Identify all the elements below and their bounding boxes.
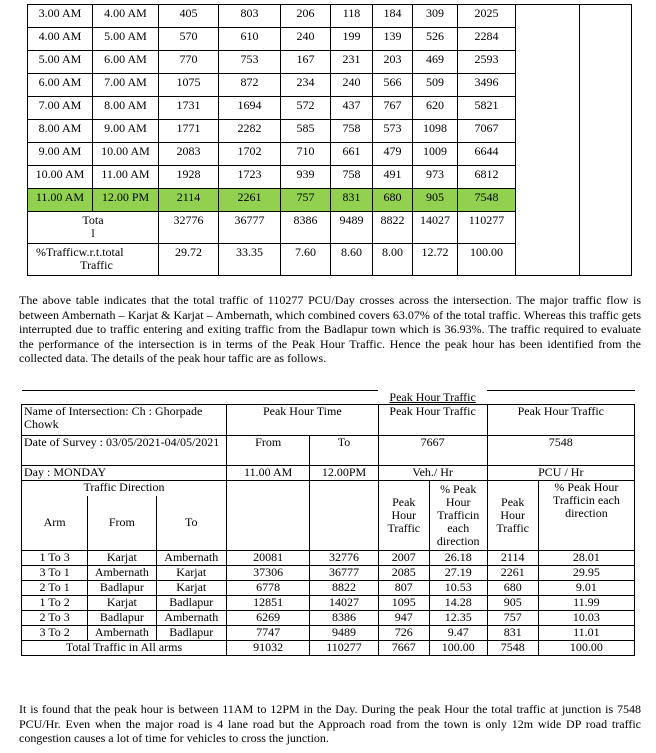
hourly-cell: 5821: [458, 97, 516, 120]
peak-cell: 2085: [378, 566, 429, 581]
hourly-cell: 566: [373, 74, 413, 97]
hourly-cell: 758: [331, 120, 373, 143]
hourly-row: [28, 166, 632, 189]
empty-cell: [580, 28, 632, 51]
paragraph-traffic-summary: The above table indicates that the total traffic of 110277 PCU/Day crosses across the intersection. The major traffic flow is between Ambernath – Karjat & Karjat – Ambernath, which combined covers 63.07% of the total traffic. Whereas this traffic gets interrupted due to traffic entering and exiting traffic from the Badlapur town which is 36.93%. The traffic required to evaluate the performance of the intersection is in terms of the Peak Hour Traffic. Hence the peak hour has been identified from the collected data. The details of the peak hour taffic are as follows.: [19, 293, 641, 365]
hourly-cell: 469: [413, 51, 458, 74]
peak-cell: 807: [378, 581, 429, 596]
hourly-row: [28, 28, 632, 51]
hourly-cell: 1702: [219, 143, 281, 166]
pcu-unit: PCU / Hr: [487, 466, 634, 481]
peak-hour-traffic-veh-header: Peak Hour Traffic: [378, 405, 487, 436]
peak-cell: Karjat: [88, 551, 156, 566]
peak-cell: 680: [487, 581, 538, 596]
hourly-cell: 11.00 AM: [28, 189, 93, 212]
col-pct-veh: % Peak Hour Trafficin each direction: [429, 481, 487, 551]
peak-cell: 37306: [227, 566, 310, 581]
total-cell: 91032: [227, 641, 310, 656]
hourly-cell: 491: [373, 166, 413, 189]
total-cell: 7667: [378, 641, 429, 656]
hourly-cell: 905: [413, 189, 458, 212]
summary-label: [28, 244, 159, 276]
hourly-cell: 2593: [458, 51, 516, 74]
hourly-cell: 437: [331, 97, 373, 120]
hourly-cell: 4.00 AM: [28, 28, 93, 51]
hourly-cell: 11.00 AM: [93, 166, 159, 189]
empty-cell: [580, 244, 632, 276]
summary-cell: 8822: [373, 212, 413, 244]
peak-cell: 2114: [487, 551, 538, 566]
hourly-cell: 10.00 AM: [28, 166, 93, 189]
summary-cell: 110277: [458, 212, 516, 244]
hourly-cell: 184: [373, 5, 413, 28]
hourly-cell: 757: [281, 189, 331, 212]
summary-cell: 14027: [413, 212, 458, 244]
peak-cell: Ambernath: [88, 566, 156, 581]
peak-cell: 726: [378, 626, 429, 641]
col-to: To: [156, 496, 226, 551]
summary-cell: 100.00: [458, 244, 516, 276]
hourly-cell: 234: [281, 74, 331, 97]
hourly-cell: 1731: [159, 97, 219, 120]
peak-row: [22, 551, 635, 566]
hourly-cell: 680: [373, 189, 413, 212]
summary-cell: 9489: [331, 212, 373, 244]
col-peak-veh: Peak Hour Traffic: [378, 481, 429, 551]
hourly-cell: 6812: [458, 166, 516, 189]
peak-row: [22, 626, 635, 641]
hourly-cell: 6.00 AM: [93, 51, 159, 74]
hourly-cell: 199: [331, 28, 373, 51]
empty-cell: [580, 97, 632, 120]
peak-cell: Karjat: [156, 581, 226, 596]
peak-cell: 3 To 1: [22, 566, 88, 581]
hourly-traffic-table: [27, 4, 632, 276]
peak-cell: 3 To 2: [22, 626, 88, 641]
hourly-cell: 7548: [458, 189, 516, 212]
col-from: From: [88, 496, 156, 551]
empty-cell: [580, 5, 632, 28]
hourly-cell: 405: [159, 5, 219, 28]
total-cell: 110277: [310, 641, 378, 656]
to-time: 12.00PM: [310, 466, 378, 481]
summary-cell: 33.35: [219, 244, 281, 276]
peak-cell: Badlapur: [88, 611, 156, 626]
peak-cell: 10.53: [429, 581, 487, 596]
empty-cell: [580, 120, 632, 143]
hourly-cell: 1075: [159, 74, 219, 97]
hourly-cell: 1694: [219, 97, 281, 120]
summary-label: [28, 212, 159, 244]
hourly-cell: 7.00 AM: [28, 97, 93, 120]
hourly-cell: 803: [219, 5, 281, 28]
hourly-cell: 1723: [219, 166, 281, 189]
peak-cell: Ambernath: [88, 626, 156, 641]
traffic-direction-header: Traffic Direction: [22, 481, 227, 496]
peak-cell: 8386: [310, 611, 378, 626]
summary-label-line: %Trafficw.r.t.total: [36, 245, 124, 259]
hourly-cell: 758: [331, 166, 373, 189]
hourly-cell: 5.00 AM: [93, 28, 159, 51]
col-pct-pcu: % Peak Hour Trafficin each direction: [538, 481, 634, 551]
empty-cell: [516, 143, 580, 166]
summary-cell: 12.72: [413, 244, 458, 276]
hourly-cell: 1771: [159, 120, 219, 143]
peak-cell: 2007: [378, 551, 429, 566]
peak-cell: 8822: [310, 581, 378, 596]
hourly-cell: 2114: [159, 189, 219, 212]
hourly-cell: 872: [219, 74, 281, 97]
hourly-cell: 620: [413, 97, 458, 120]
hourly-cell: 770: [159, 51, 219, 74]
empty-cell: [580, 166, 632, 189]
total-cell: 7548: [487, 641, 538, 656]
peak-cell: 905: [487, 596, 538, 611]
peak-cell: 6269: [227, 611, 310, 626]
peak-cell: 2261: [487, 566, 538, 581]
peak-cell: 757: [487, 611, 538, 626]
hourly-cell: 939: [281, 166, 331, 189]
peak-cell: 26.18: [429, 551, 487, 566]
peak-cell: Karjat: [88, 596, 156, 611]
total-label: Total Traffic in All arms: [22, 641, 227, 656]
col-peak-pcu: Peak Hour Traffic: [487, 481, 538, 551]
hourly-cell: 661: [331, 143, 373, 166]
hourly-cell: 570: [159, 28, 219, 51]
hourly-cell: 8.00 AM: [28, 120, 93, 143]
hourly-row: [28, 120, 632, 143]
peak-cell: Ambernath: [156, 551, 226, 566]
veh-unit: Veh./ Hr: [378, 466, 487, 481]
empty-cell: [580, 74, 632, 97]
peak-cell: 28.01: [538, 551, 634, 566]
peak-hour-time-header: Peak Hour Time: [227, 405, 379, 436]
hourly-cell: 479: [373, 143, 413, 166]
hourly-cell: 231: [331, 51, 373, 74]
hourly-cell: 1098: [413, 120, 458, 143]
peak-cell: 1 To 2: [22, 596, 88, 611]
summary-cell: 8.00: [373, 244, 413, 276]
survey-day: Day : MONDAY: [22, 466, 227, 481]
peak-row: [22, 581, 635, 596]
from-time: 11.00 AM: [227, 466, 310, 481]
hourly-cell: 2282: [219, 120, 281, 143]
summary-label-line: l: [91, 226, 95, 240]
hourly-cell: 6.00 AM: [28, 74, 93, 97]
empty-cell: [516, 244, 580, 276]
empty-cell: [516, 97, 580, 120]
peak-cell: Badlapur: [156, 626, 226, 641]
total-cell: 100.00: [429, 641, 487, 656]
hourly-cell: 2261: [219, 189, 281, 212]
hourly-cell: 831: [331, 189, 373, 212]
peak-table-caption: Peak Hour Traffic: [378, 391, 487, 405]
empty-cell: [516, 74, 580, 97]
hourly-row: [28, 5, 632, 28]
peak-cell: 7747: [227, 626, 310, 641]
hourly-row: [28, 51, 632, 74]
peak-cell: 29.95: [538, 566, 634, 581]
hourly-cell: 9.00 AM: [93, 120, 159, 143]
summary-cell: 8.60: [331, 244, 373, 276]
empty-cell: [580, 143, 632, 166]
peak-cell: 27.19: [429, 566, 487, 581]
peak-cell: Badlapur: [88, 581, 156, 596]
hourly-cell: 6644: [458, 143, 516, 166]
peak-row: [22, 596, 635, 611]
peak-cell: 9489: [310, 626, 378, 641]
hourly-cell: 610: [219, 28, 281, 51]
hourly-cell: 9.00 AM: [28, 143, 93, 166]
empty-cell: [516, 5, 580, 28]
summary-cell: 7.60: [281, 244, 331, 276]
empty-cell: [516, 189, 580, 212]
empty-cell: [516, 51, 580, 74]
hourly-cell: 118: [331, 5, 373, 28]
peak-cell: 831: [487, 626, 538, 641]
peak-cell: 947: [378, 611, 429, 626]
hourly-row: [28, 189, 632, 212]
peak-cell: 11.01: [538, 626, 634, 641]
hourly-cell: 206: [281, 5, 331, 28]
peak-cell: 1095: [378, 596, 429, 611]
hourly-cell: 973: [413, 166, 458, 189]
empty-cell: [580, 189, 632, 212]
hourly-cell: 2025: [458, 5, 516, 28]
hourly-cell: 753: [219, 51, 281, 74]
hourly-cell: 573: [373, 120, 413, 143]
hourly-cell: 10.00 AM: [93, 143, 159, 166]
peak-cell: 2 To 3: [22, 611, 88, 626]
peak-hour-table: [21, 390, 635, 656]
hourly-cell: 5.00 AM: [28, 51, 93, 74]
peak-cell: 20081: [227, 551, 310, 566]
hourly-cell: 767: [373, 97, 413, 120]
peak-cell: Karjat: [156, 566, 226, 581]
intersection-name: Name of Intersection: Ch : Ghorpade Chowk: [22, 405, 227, 436]
empty-cell: [580, 212, 632, 244]
peak-row: [22, 611, 635, 626]
summary-label-line: Tota: [82, 213, 104, 227]
peak-cell: Badlapur: [156, 596, 226, 611]
peak-cell: 12851: [227, 596, 310, 611]
hourly-cell: 3.00 AM: [28, 5, 93, 28]
hourly-cell: 12.00 PM: [93, 189, 159, 212]
total-cell: 100.00: [538, 641, 634, 656]
hourly-cell: 585: [281, 120, 331, 143]
peak-hour-traffic-pcu-header: Peak Hour Traffic: [487, 405, 634, 436]
hourly-cell: 1009: [413, 143, 458, 166]
hourly-cell: 1928: [159, 166, 219, 189]
summary-cell: 32776: [159, 212, 219, 244]
hourly-row: [28, 74, 632, 97]
summary-cell: 29.72: [159, 244, 219, 276]
peak-cell: 14.28: [429, 596, 487, 611]
peak-row: [22, 566, 635, 581]
hourly-cell: 240: [281, 28, 331, 51]
hourly-cell: 7.00 AM: [93, 74, 159, 97]
peak-veh-value: 7667: [378, 436, 487, 466]
peak-cell: 14027: [310, 596, 378, 611]
peak-cell: Ambernath: [156, 611, 226, 626]
peak-cell: 12.35: [429, 611, 487, 626]
peak-cell: 10.03: [538, 611, 634, 626]
empty-cell: [516, 120, 580, 143]
hourly-cell: 526: [413, 28, 458, 51]
peak-cell: 9.47: [429, 626, 487, 641]
survey-date: Date of Survey : 03/05/2021-04/05/2021: [22, 436, 227, 466]
hourly-cell: 3496: [458, 74, 516, 97]
from-header: From: [227, 436, 310, 466]
hourly-cell: 309: [413, 5, 458, 28]
hourly-cell: 7067: [458, 120, 516, 143]
peak-cell: 36777: [310, 566, 378, 581]
hourly-cell: 2083: [159, 143, 219, 166]
to-header: To: [310, 436, 378, 466]
peak-cell: 11.99: [538, 596, 634, 611]
hourly-cell: 572: [281, 97, 331, 120]
hourly-cell: 167: [281, 51, 331, 74]
peak-cell: 1 To 3: [22, 551, 88, 566]
hourly-cell: 710: [281, 143, 331, 166]
hourly-cell: 509: [413, 74, 458, 97]
peak-pcu-value: 7548: [487, 436, 634, 466]
hourly-cell: 4.00 AM: [93, 5, 159, 28]
col-arm: Arm: [22, 496, 88, 551]
summary-label-line: Traffic: [80, 258, 113, 272]
hourly-summary-row: [28, 244, 632, 276]
hourly-cell: 8.00 AM: [93, 97, 159, 120]
empty-cell: [516, 28, 580, 51]
summary-cell: 8386: [281, 212, 331, 244]
hourly-summary-row: [28, 212, 632, 244]
empty-cell: [516, 212, 580, 244]
peak-total-row: [22, 641, 635, 656]
peak-cell: 6778: [227, 581, 310, 596]
peak-cell: 9.01: [538, 581, 634, 596]
empty-cell: [580, 51, 632, 74]
summary-cell: 36777: [219, 212, 281, 244]
empty-cell: [516, 166, 580, 189]
peak-cell: 32776: [310, 551, 378, 566]
hourly-cell: 240: [331, 74, 373, 97]
hourly-cell: 139: [373, 28, 413, 51]
hourly-row: [28, 143, 632, 166]
peak-cell: 2 To 1: [22, 581, 88, 596]
hourly-row: [28, 97, 632, 120]
hourly-cell: 2284: [458, 28, 516, 51]
paragraph-peak-conclusion: It is found that the peak hour is between 11AM to 12PM in the Day. During the peak Hour the total traffic at junction is 7548 PCU/Hr. Even when the major road is 4 lane road but the Approach road from the town is only 12m wide DP road traffic congestion causes a lot of time for vehicles to cross the junction.: [19, 702, 641, 745]
hourly-cell: 203: [373, 51, 413, 74]
